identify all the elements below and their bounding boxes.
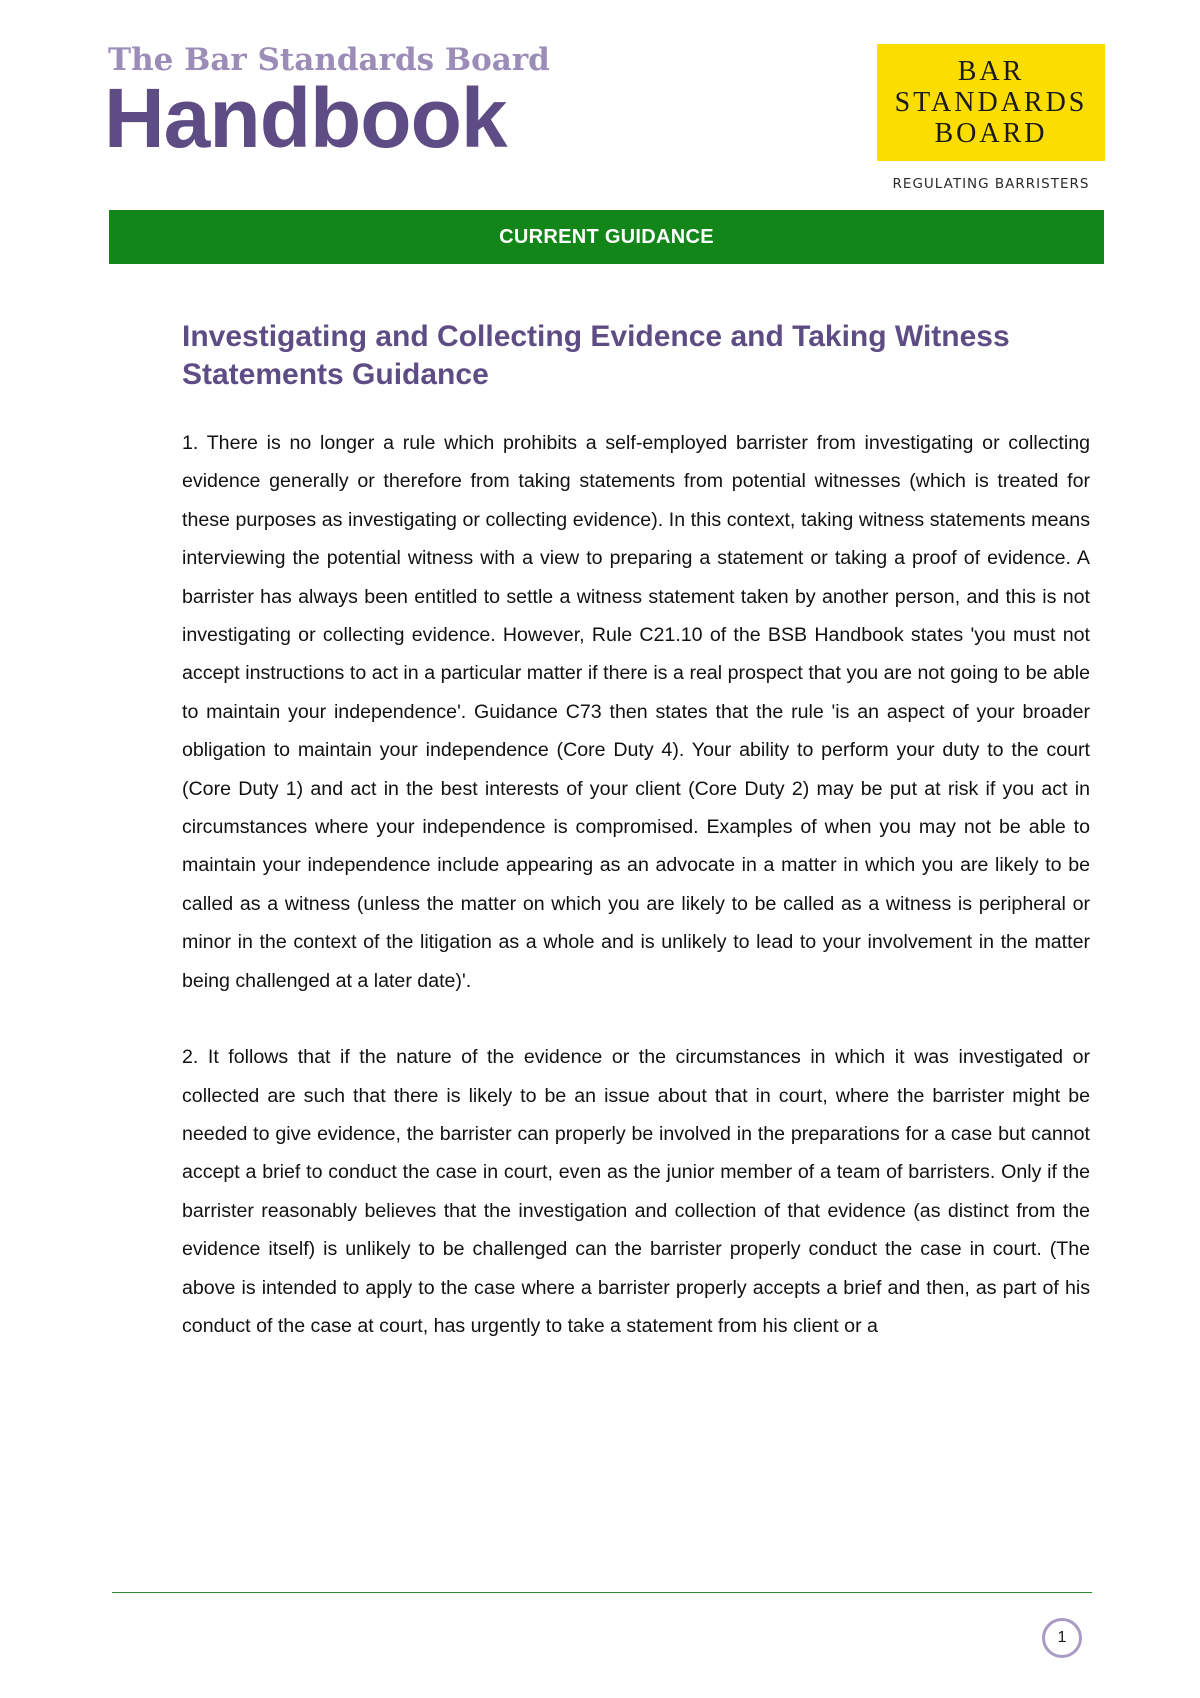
bsb-logo <box>877 44 1105 161</box>
current-guidance-banner <box>109 210 1104 264</box>
handbook-title: Handbook <box>104 71 507 165</box>
page-number: 1 <box>1057 1629 1067 1646</box>
page-number-badge <box>1042 1618 1082 1658</box>
paragraph-2: 2. It follows that if the nature of the evidence or the circumstances in which it was investigated or collected are such that there is likely to be an issue about that in court, where the barrister might be needed to give evidence, the barrister can properly be involved in the preparations for a case but cannot accept a brief to conduct the case in court, even as the junior member of a team of barristers. Only if the barrister reasonably believes that the investigation and collection of that evidence (as distinct from the evidence itself) is unlikely to be challenged can the barrister properly conduct the case in court. (The above is intended to apply to the case where a barrister properly accepts a brief and then, as part of his conduct of the case at court, has urgently to take a statement from his client or a <box>182 1046 1090 1337</box>
banner-label: CURRENT GUIDANCE <box>499 225 714 248</box>
logo-tagline: REGULATING BARRISTERS <box>892 176 1090 192</box>
handbook-kicker: The Bar Standards Board <box>108 42 550 78</box>
document-title: Investigating and Collecting Evidence and Taking Witness Statements Guidance <box>182 320 1010 391</box>
logo-line-2: STANDARDS <box>894 87 1088 118</box>
paragraph-1: 1. There is no longer a rule which prohibits a self-employed barrister from investigating or collecting evidence generally or therefore from taking statements from potential witnesses (which is treated for these purposes as investigating or collecting evidence). In this context, taking witness statements means interviewing the potential witness with a view to preparing a statement or taking a proof of evidence. A barrister has always been entitled to settle a witness statement taken by another person, and this is not investigating or collecting evidence. However, Rule C21.10 of the BSB Handbook states 'you must not accept instructions to act in a particular matter if there is a real prospect that you are not going to be able to maintain your independence'. Guidance C73 then states that the rule 'is an aspect of your broader obligation to maintain your independence (Core Duty 4). Your ability to perform your duty to the court (Core Duty 1) and act in the best interests of your client (Core Duty 2) may be put at risk if you act in circumstances where your independence is compromised. Examples of when you may not be able to maintain your independence include appearing as an advocate in a matter in which you are likely to be called as a witness (unless the matter on which you are likely to be called as a witness is peripheral or minor in the context of the litigation as a whole and is unlikely to lead to your involvement in the matter being challenged at a later date)'. <box>182 432 1090 992</box>
footer-divider <box>112 1592 1092 1593</box>
logo-line-1: BAR <box>957 56 1025 87</box>
logo-line-3: BOARD <box>934 118 1048 149</box>
document-body <box>182 318 1090 1383</box>
